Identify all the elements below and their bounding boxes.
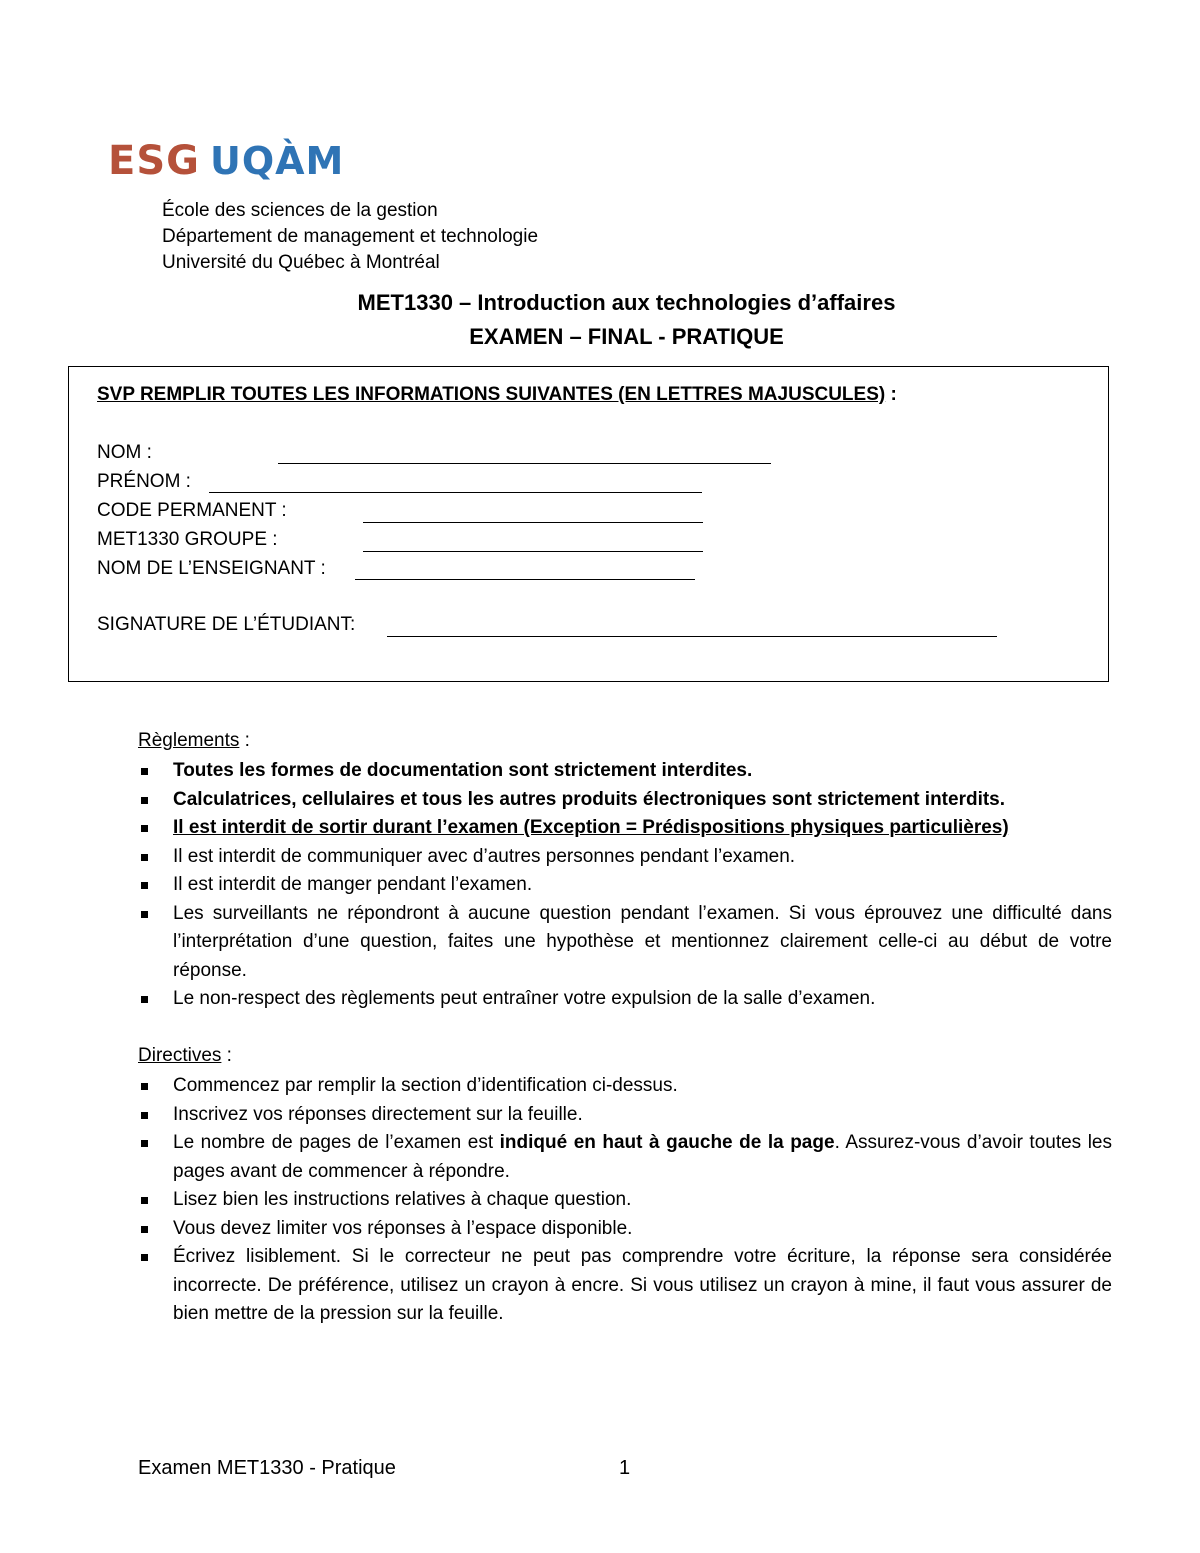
footer-exam-name: Examen MET1330 - Pratique <box>138 1457 396 1479</box>
reglement-text: Il est interdit de communiquer avec d’autres personnes pendant l’examen. <box>173 845 796 867</box>
field-label-enseignant: NOM DE L’ENSEIGNANT : <box>97 558 326 579</box>
reglement-text: Le non-respect des règlements peut entraîner votre expulsion de la salle d’examen. <box>173 988 876 1009</box>
reglements-title-text: Règlements <box>138 730 240 751</box>
reglement-text: Il est interdit de sortir durant l’examen (Exception = Prédispositions physiques particulières) <box>173 817 1009 838</box>
info-box-heading-text: SVP REMPLIR TOUTES LES INFORMATIONS SUIVANTES (EN LETTRES MAJUSCULES) <box>97 384 886 405</box>
info-box-heading <box>97 384 897 406</box>
student-info-box <box>68 366 1109 682</box>
list-item <box>138 1129 1112 1186</box>
list-item <box>138 900 1112 986</box>
esg-uqam-logo <box>108 138 344 184</box>
field-label-nom: NOM : <box>97 442 152 463</box>
field-line-nom[interactable] <box>278 463 771 464</box>
field-line-enseignant[interactable] <box>355 579 695 580</box>
field-label-groupe: MET1330 GROUPE : <box>97 529 278 550</box>
directive-text: Commencez par remplir la section d’identification ci-dessus. <box>173 1075 678 1096</box>
institution-block <box>162 198 538 276</box>
directive-text: Lisez bien les instructions relatives à chaque question. <box>173 1189 632 1210</box>
list-item <box>138 1243 1112 1329</box>
list-item <box>138 843 1112 872</box>
reglements-list <box>138 757 1112 1014</box>
directive-text: Écrivez lisiblement. Si le correcteur ne peut pas comprendre votre écriture, la réponse sera considérée incorrecte. De préférence, utilisez un crayon à encre. Si vous utilisez un crayon à mine, il faut vous assurer de bien mettre de la pression sur la feuille. <box>173 1246 1112 1324</box>
reglements-title-suffix: : <box>239 730 250 751</box>
directive-text: Le nombre de pages de l’examen est <box>173 1132 500 1153</box>
directives-title-text: Directives <box>138 1045 222 1066</box>
list-item <box>138 814 1112 843</box>
reglement-text: Les surveillants ne répondront à aucune question pendant l’examen. Si vous éprouvez une difficulté dans l’interprétation d’une question, faites une hypothèse et mentionnez clairement celle-ci au début de votre réponse. <box>173 902 1112 981</box>
list-item <box>138 1101 1112 1130</box>
directives-title <box>138 1045 232 1067</box>
field-label-signature: SIGNATURE DE L’ÉTUDIANT: <box>97 614 356 635</box>
field-label-code-permanent: CODE PERMANENT : <box>97 500 287 521</box>
field-line-groupe[interactable] <box>363 551 703 552</box>
directive-text: Vous devez limiter vos réponses à l’espace disponible. <box>173 1217 633 1239</box>
list-item <box>138 1215 1112 1244</box>
list-item <box>138 1072 1112 1101</box>
list-item <box>138 786 1112 815</box>
page-number: 1 <box>619 1457 631 1479</box>
course-title: MET1330 – Introduction aux technologies d’affaires <box>357 290 896 315</box>
list-item <box>138 757 1112 786</box>
field-line-code-permanent[interactable] <box>363 522 703 523</box>
list-item <box>138 985 1112 1014</box>
field-line-signature[interactable] <box>387 636 997 637</box>
directives-title-suffix: : <box>221 1045 232 1066</box>
list-item <box>138 871 1112 900</box>
field-label-prenom: PRÉNOM : <box>97 471 191 492</box>
logo-esg: ESG <box>108 138 200 184</box>
list-item <box>138 1186 1112 1215</box>
reglement-text: Toutes les formes de documentation sont strictement interdites. <box>173 760 753 781</box>
directive-text: Inscrivez vos réponses directement sur la feuille. <box>173 1103 583 1125</box>
directives-list <box>138 1072 1112 1329</box>
info-box-heading-suffix: : <box>885 384 897 405</box>
exam-title: EXAMEN – FINAL - PRATIQUE <box>469 324 784 349</box>
institution-line: Département de management et technologie <box>162 226 539 247</box>
reglements-title <box>138 730 250 752</box>
institution-line: École des sciences de la gestion <box>162 200 438 221</box>
reglement-text: Calculatrices, cellulaires et tous les autres produits électroniques sont strictement interdits. <box>173 788 1006 810</box>
logo-uqam: UQÀM <box>209 139 345 183</box>
directive-text: . Assurez-vous d’avoir toutes les pages avant de commencer à répondre. <box>173 1132 1112 1182</box>
institution-line: Université du Québec à Montréal <box>162 252 440 273</box>
directive-text-bold: indiqué en haut à gauche de la page <box>499 1132 835 1153</box>
reglement-text: Il est interdit de manger pendant l’examen. <box>173 874 533 895</box>
field-line-prenom[interactable] <box>209 492 702 493</box>
